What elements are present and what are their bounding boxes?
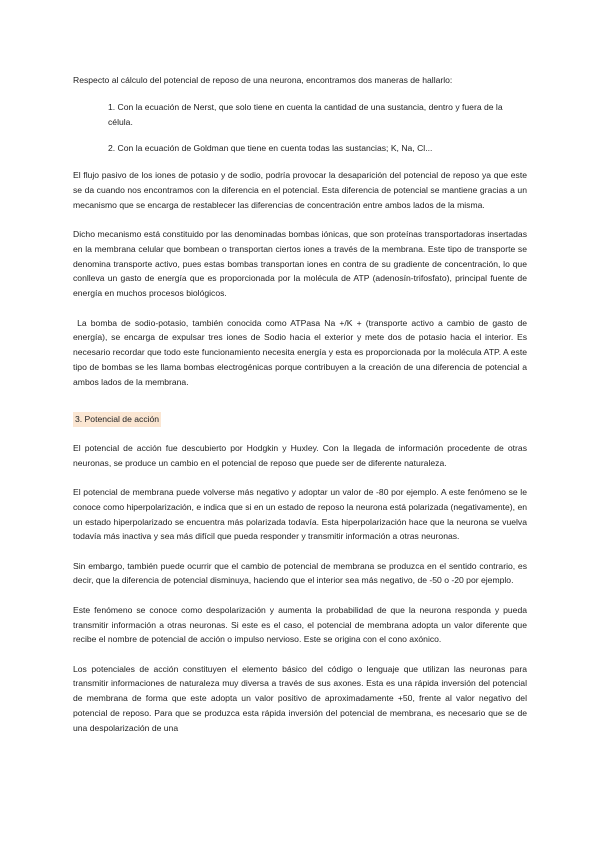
paragraph-passive-flow: El flujo pasivo de los iones de potasio y de sodio, podría provocar la desaparición del potencial de reposo ya que este se da cuando nos encontramos con la diferencia en el potencial. Esta diferencia de potencial se mantiene gracias a un mecanismo que se encarga de restablecer las diferencias de concentración entre ambos lados de la misma. (73, 170, 527, 210)
section-heading-wrapper (73, 404, 527, 441)
paragraph-action-potentials: Los potenciales de acción constituyen el elemento básico del código o lenguaje que utilizan las neuronas para transmitir informaciones de naturaleza muy diversa a través de sus axones. Esta es una rápida inversión del potencial de membrana de forma que este adopta un valor positivo de aproximadamente +50, frente al valor negativo del potencial de reposo. Para que se produzca esta rápida inversión del potencial de membrana, es necesario que se de una despolarización de una (73, 663, 527, 733)
paragraph-ion-pumps: Dicho mecanismo está constituido por las denominadas bombas iónicas, que son proteínas transportadoras insertadas en la membrana celular que bombean o transportan ciertos iones a través de la membrana. Este tipo de transporte se denomina transporte activo, pues estas bombas transportan iones en contra de su gradiente de concentración, lo que conlleva un gasto de energía que es proporcionada por la molécula de ATP (adenosín-trifosfato), principal fuente de energía en muchos procesos biológicos. (73, 229, 527, 299)
paragraph-action-potential-discovery: El potencial de acción fue descubierto por Hodgkin y Huxley. Con la llegada de información procedente de otras neuronas, se produce un cambio en el potencial de reposo que puede ser de diferente naturaleza. (73, 442, 527, 468)
paragraph-depolarization: Este fenómeno se conoce como despolarización y aumenta la probabilidad de que la neurona responda y pueda transmitir información a otras neuronas. Si este es el caso, el potencial de membrana adopta un valor diferente que recibe el nombre de potencial de acción o impulso nervioso. Este se origina con el cono axónico. (73, 604, 527, 645)
paragraph-hyperpolarization: El potencial de membrana puede volverse más negativo y adoptar un valor de -80 por ejemplo. A este fenómeno se le conoce como hiperpolarización, e indica que si en un estado de reposo la neurona está polarizada (negativamente), en un estado hiperpolarizado se encuentra más polarizada todavía. Esta hiperpolarización hace que la neurona se vuelva todavía más inactiva y sea más difícil que pueda responder y transmitir información a otras neuronas. (73, 486, 527, 542)
intro-paragraph: Respecto al cálculo del potencial de reposo de una neurona, encontramos dos maneras de hallarlo: (73, 75, 453, 85)
paragraph-opposite-change: Sin embargo, también puede ocurrir que el cambio de potencial de membrana se produzca en el sentido contrario, es decir, que la diferencia de potencial disminuya, haciendo que el interior sea más negativo, de -50 o -20 por ejemplo. (73, 560, 527, 586)
paragraph-sodium-potassium-pump: La bomba de sodio-potasio, también conocida como ATPasa Na +/K + (transporte activo a cambio de gasto de energía), se encarga de expulsar tres iones de Sodio hacia el exterior y mete dos de potasio hacia el interior. Es necesario recordar que todo este funcionamiento necesita energía y esta es proporcionada por la molécula ATP. A este tipo de bombas se les llama bombas electrogénicas porque contribuyen a la creación de una diferencia de potencial a ambos lados de la membrana. (73, 317, 530, 387)
document-body (73, 73, 530, 750)
list-item-goldman: 2. Con la ecuación de Goldman que tiene en cuenta todas las sustancias; K, Na, Cl... (108, 143, 433, 154)
list-item-nernst: 1. Con la ecuación de Nerst, que solo tiene en cuenta la cantidad de una sustancia, dentro y fuera de la célula. (108, 101, 503, 127)
section-heading: 3. Potencial de acción (73, 412, 161, 427)
